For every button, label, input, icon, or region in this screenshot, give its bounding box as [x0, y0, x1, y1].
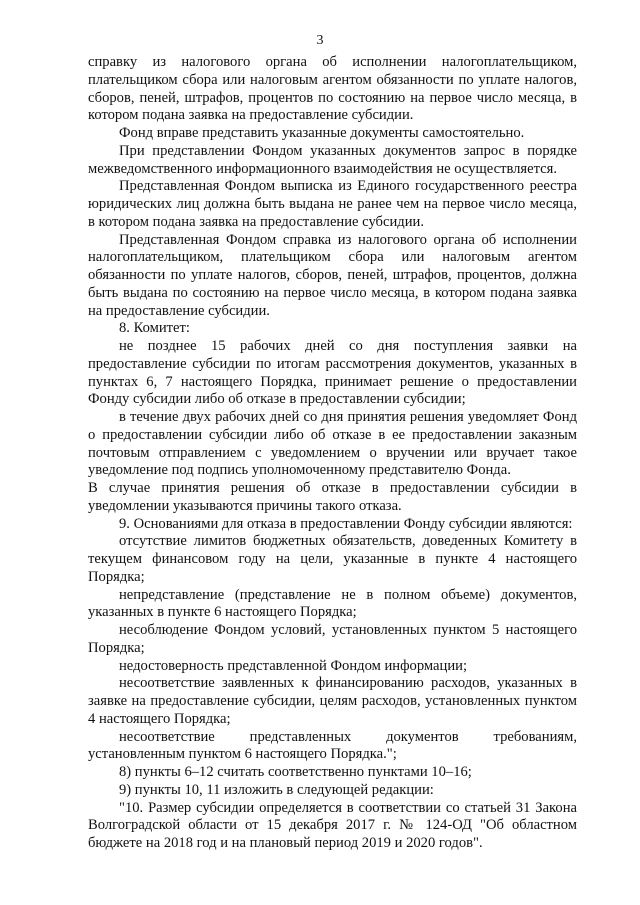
paragraph-item-9-document-mismatch: несоответствие представленных документов требованиям, установленным пунктом 6 настоящего Порядка."; — [88, 728, 577, 763]
paragraph-interagency-request: При представлении Фондом указанных документов запрос в порядке межведомственного информационного взаимодействия не осуществляется. — [88, 142, 577, 177]
paragraph-item-8-refusal-reasons: В случае принятия решения об отказе в предоставлении субсидии в уведомлении указываются причины такого отказа. — [88, 480, 577, 514]
paragraph-item-8-heading: 8. Комитет: — [119, 320, 190, 337]
paragraph-item-9-missing-documents: непредставление (представление не в полном объеме) документов, указанных в пункте 6 настоящего Порядка; — [88, 586, 577, 621]
paragraph-registry-extract: Представленная Фондом выписка из Единого государственного реестра юридических лиц должна быть выдана не ранее чем на первое число месяца, в котором подана заявка на предоставление субсидии. — [88, 178, 577, 230]
paragraph-item-9-noncompliance: несоблюдение Фондом условий, установленных пунктом 5 настоящего Порядка; — [88, 622, 577, 656]
paragraph-item-9-unreliable-info: недостоверность представленной Фондом информации; — [119, 657, 468, 674]
paragraph-item-8-notification: в течение двух рабочих дней со дня принятия решения уведомляет Фонд о предоставлении субсидии либо об отказе в ее предоставлении заказным почтовым отправлением с уведомлением о вручении или вручает такое уведомление под подпись уполномоченному представителю Фонда. — [88, 409, 577, 479]
paragraph-amendment-8: 8) пункты 6–12 считать соответственно пунктами 10–16; — [119, 764, 472, 780]
page-number: 3 — [316, 33, 324, 48]
paragraph-item-9-no-limits: отсутствие лимитов бюджетных обязательств, доведенных Комитету в текущем финансовом году на цели, указанные в пункте 4 настоящего Порядка; — [88, 533, 577, 585]
paragraph-item-9-heading: 9. Основаниями для отказа в предоставлении Фонду субсидии являются: — [119, 515, 573, 532]
paragraph-self-submission: Фонд вправе представить указанные документы самостоятельно. — [119, 125, 525, 141]
paragraph-tax-certificate-date: Представленная Фондом справка из налогового органа об исполнении налогоплательщиком, плательщиком сбора или налоговым агентом обязанности по уплате налогов, сборов, пеней, штрафов, процентов, должна быть выдана по состоянию на первое число месяца, в котором подана заявка на предоставление субсидии. — [88, 231, 577, 319]
paragraph-tax-certificate: справку из налогового органа об исполнении налогоплательщиком, плательщиком сбора или налоговым агентом обязанности по уплате налогов, сборов, пеней, штрафов, процентов по состоянию на первое число месяца, в котором подана заявка на предоставление субсидии. — [88, 54, 577, 124]
document-body — [88, 54, 577, 853]
paragraph-item-8-decision: не позднее 15 рабочих дней со дня поступления заявки на предоставление субсидии по итогам рассмотрения документов, указанных в пунктах 6, 7 настоящего Порядка, принимает решение о предоставлении Фонду субсидии либо об отказе в предоставлении субсидии; — [88, 338, 577, 408]
paragraph-item-10-subsidy-amount: "10. Размер субсидии определяется в соответствии со статьей 31 Закона Волгоградской области от 15 декабря 2017 г. № 124-ОД "Об областном бюджете на 2018 год и на плановый период 2019 и 2020 годов". — [88, 799, 577, 851]
paragraph-item-9-expense-mismatch: несоответствие заявленных к финансированию расходов, указанных в заявке на предоставление субсидии, целям расходов, установленных пунктом 4 настоящего Порядка; — [88, 675, 577, 727]
paragraph-amendment-9: 9) пункты 10, 11 изложить в следующей редакции: — [119, 781, 434, 798]
